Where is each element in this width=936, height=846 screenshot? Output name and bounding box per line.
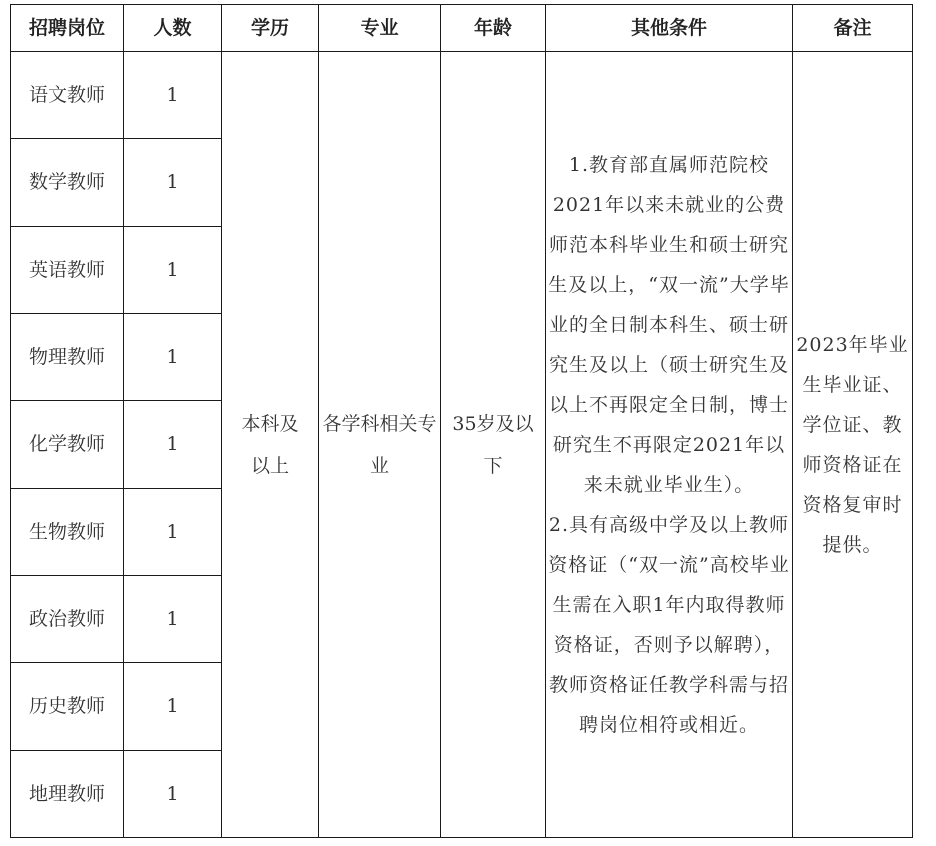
condition-item: 1.教育部直属师范院校2021年以来未就业的公费师范本科毕业生和硕士研究生及以上，“双一流”大学毕业的全日制本科生、硕士研究生及以上（硕士研究生及以上不再限定全日制，博士研究生不再限定2021年以来未就业毕业生）。 — [548, 153, 790, 496]
header-remarks: 备注 — [793, 5, 913, 52]
count-cell: 1 — [124, 575, 222, 662]
count-cell: 1 — [124, 313, 222, 400]
count-cell: 1 — [124, 488, 222, 575]
position-cell: 生物教师 — [11, 488, 124, 575]
remarks-text: 2023年毕业生毕业证、学位证、教师资格证在资格复审时提供。 — [796, 333, 909, 556]
header-position: 招聘岗位 — [11, 5, 124, 52]
position-cell: 语文教师 — [11, 52, 124, 139]
count-cell: 1 — [124, 750, 222, 837]
position-cell: 化学教师 — [11, 401, 124, 488]
major-cell — [319, 52, 441, 838]
conditions-cell — [546, 52, 793, 838]
position-cell: 数学教师 — [11, 139, 124, 226]
header-education: 学历 — [222, 5, 319, 52]
header-count: 人数 — [124, 5, 222, 52]
table-row — [11, 52, 913, 139]
position-cell: 英语教师 — [11, 226, 124, 313]
age-cell — [441, 52, 546, 838]
position-cell: 政治教师 — [11, 575, 124, 662]
major-text: 各学科相关专业 — [322, 412, 437, 477]
count-cell: 1 — [124, 52, 222, 139]
recruitment-table — [10, 4, 913, 838]
table-header-row — [11, 5, 913, 52]
position-cell: 地理教师 — [11, 750, 124, 837]
count-cell: 1 — [124, 226, 222, 313]
remarks-cell — [793, 52, 913, 838]
count-cell: 1 — [124, 663, 222, 750]
position-cell: 物理教师 — [11, 313, 124, 400]
education-cell — [222, 52, 319, 838]
count-cell: 1 — [124, 401, 222, 488]
header-major: 专业 — [319, 5, 441, 52]
age-text: 35岁及以下 — [452, 412, 534, 477]
header-conditions: 其他条件 — [546, 5, 793, 52]
header-age: 年龄 — [441, 5, 546, 52]
condition-item: 2.具有高级中学及以上教师资格证（“双一流”高校毕业生需在入职1年内取得教师资格证，否则予以解聘），教师资格证任教学科需与招聘岗位相符或相近。 — [548, 513, 790, 736]
position-cell: 历史教师 — [11, 663, 124, 750]
education-text: 本科及以上 — [241, 412, 299, 477]
count-cell: 1 — [124, 139, 222, 226]
